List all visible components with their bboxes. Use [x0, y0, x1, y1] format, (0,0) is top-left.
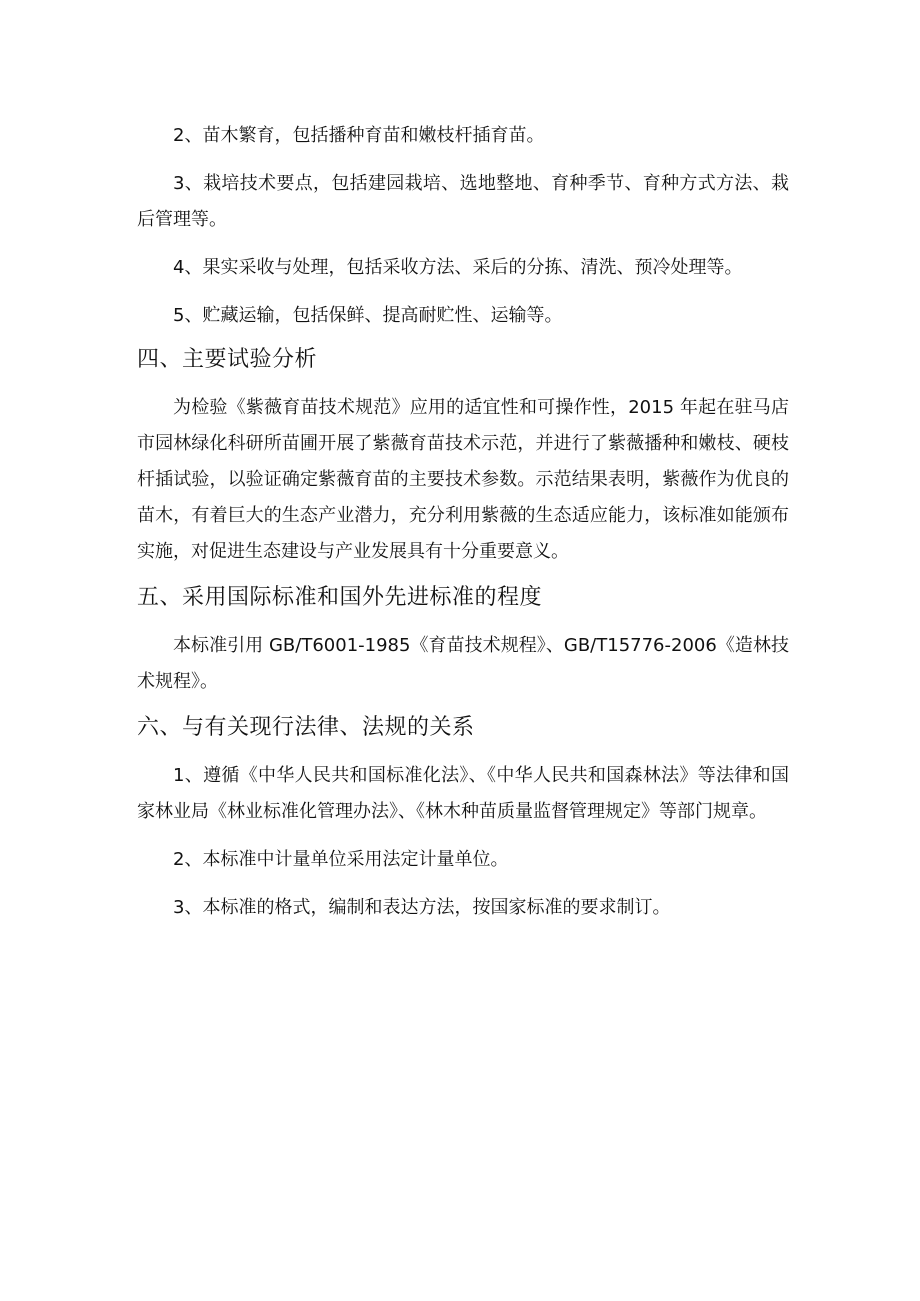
paragraph-law-2: 2、本标准中计量单位采用法定计量单位。 — [173, 849, 509, 870]
paragraph-law-3: 3、本标准的格式，编制和表达方法，按国家标准的要求制订。 — [173, 897, 671, 918]
section-heading-5: 五、采用国际标准和国外先进标准的程度 — [137, 585, 543, 610]
section-heading-6: 六、与有关现行法律、法规的关系 — [137, 715, 475, 740]
paragraph-item-3: 3、栽培技术要点，包括建园栽培、选地整地、育种季节、育种方式方法、栽后管理等。 — [137, 173, 789, 230]
section-heading-4: 四、主要试验分析 — [137, 347, 318, 372]
paragraph-analysis: 为检验《紫薇育苗技术规范》应用的适宜性和可操作性，2015 年起在驻马店市园林绿化科研所苗圃开展了紫薇育苗技术示范，并进行了紫薇播种和嫩枝、硬枝杆插试验，以验证确定紫薇育苗的主要技术参数。示范结果表明，紫薇作为优良的苗木，有着巨大的生态产业潜力，充分利用紫薇的生态适应能力，该标准如能颁布实施，对促进生态建设与产业发展具有十分重要意义。 — [137, 397, 789, 562]
paragraph-standards: 本标准引用 GB/T6001-1985《育苗技术规程》、GB/T15776-2006《造林技术规程》。 — [137, 635, 789, 692]
paragraph-item-2: 2、苗木繁育，包括播种育苗和嫩枝杆插育苗。 — [173, 125, 545, 146]
paragraph-law-1: 1、遵循《中华人民共和国标准化法》、《中华人民共和国森林法》等法律和国家林业局《林业标准化管理办法》、《林木种苗质量监督管理规定》等部门规章。 — [137, 765, 789, 822]
paragraph-item-5: 5、贮藏运输，包括保鲜、提高耐贮性、运输等。 — [173, 305, 563, 326]
document-page — [137, 118, 789, 938]
paragraph-item-4: 4、果实采收与处理，包括采收方法、采后的分拣、清洗、预冷处理等。 — [173, 257, 743, 278]
